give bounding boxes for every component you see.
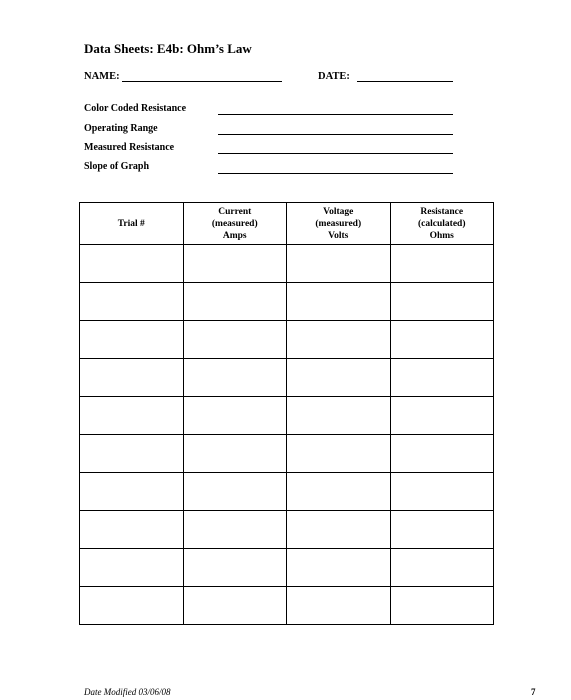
name-label: NAME: xyxy=(84,71,120,82)
date-label: DATE: xyxy=(318,71,350,82)
table-cell[interactable] xyxy=(183,473,287,511)
table-cell[interactable] xyxy=(80,587,184,625)
header-current-line-2: (measured) xyxy=(211,218,258,229)
table-row xyxy=(80,473,494,511)
footer-date-modified: Date Modified 03/06/08 xyxy=(84,687,171,697)
table-cell[interactable] xyxy=(390,245,494,283)
table-row xyxy=(80,435,494,473)
table-cell[interactable] xyxy=(80,549,184,587)
table-cell[interactable] xyxy=(287,549,391,587)
table-cell[interactable] xyxy=(287,283,391,321)
table-cell[interactable] xyxy=(287,397,391,435)
table-cell[interactable] xyxy=(80,435,184,473)
table-cell[interactable] xyxy=(390,473,494,511)
table-cell[interactable] xyxy=(390,397,494,435)
table-cell[interactable] xyxy=(390,587,494,625)
table-cell[interactable] xyxy=(390,283,494,321)
header-resistance xyxy=(390,203,494,245)
page-title: Data Sheets: E4b: Ohm’s Law xyxy=(84,41,252,56)
table-cell[interactable] xyxy=(287,245,391,283)
table-cell[interactable] xyxy=(80,359,184,397)
table-cell[interactable] xyxy=(183,321,287,359)
operating-range-label: Operating Range xyxy=(84,123,158,134)
table-cell[interactable] xyxy=(287,321,391,359)
page-number: 7 xyxy=(531,687,536,697)
table-cell[interactable] xyxy=(80,473,184,511)
table-cell[interactable] xyxy=(390,321,494,359)
table-cell[interactable] xyxy=(80,283,184,321)
table-cell[interactable] xyxy=(287,511,391,549)
table-header-row xyxy=(80,203,494,245)
table-cell[interactable] xyxy=(390,549,494,587)
header-resistance-line-2: (calculated) xyxy=(418,218,466,229)
header-resistance-line-1: Resistance xyxy=(420,206,464,217)
measured-resistance-field[interactable] xyxy=(218,153,453,154)
table-cell[interactable] xyxy=(183,397,287,435)
table-cell[interactable] xyxy=(183,511,287,549)
table-cell[interactable] xyxy=(183,359,287,397)
header-current-line-3: Amps xyxy=(222,230,247,241)
slope-of-graph-label: Slope of Graph xyxy=(84,161,150,172)
table-row xyxy=(80,587,494,625)
header-current xyxy=(183,203,287,245)
data-table xyxy=(79,202,494,625)
table-row xyxy=(80,397,494,435)
table-cell[interactable] xyxy=(80,511,184,549)
measured-resistance-label: Measured Resistance xyxy=(84,142,175,153)
table-cell[interactable] xyxy=(80,397,184,435)
table-row xyxy=(80,549,494,587)
table-row xyxy=(80,511,494,549)
table-cell[interactable] xyxy=(183,549,287,587)
table-cell[interactable] xyxy=(287,473,391,511)
color-coded-resistance-label: Color Coded Resistance xyxy=(84,103,187,114)
operating-range-field[interactable] xyxy=(218,134,453,135)
header-trial xyxy=(80,203,184,245)
header-trial-line: Trial # xyxy=(117,218,145,229)
table-cell[interactable] xyxy=(287,359,391,397)
table-cell[interactable] xyxy=(183,245,287,283)
table-row xyxy=(80,283,494,321)
table-cell[interactable] xyxy=(183,587,287,625)
table-cell[interactable] xyxy=(80,245,184,283)
slope-of-graph-field[interactable] xyxy=(218,173,453,174)
date-field[interactable] xyxy=(357,81,453,82)
table-cell[interactable] xyxy=(80,321,184,359)
table-cell[interactable] xyxy=(183,435,287,473)
header-voltage xyxy=(287,203,391,245)
header-voltage-line-3: Volts xyxy=(328,230,349,241)
table-cell[interactable] xyxy=(390,511,494,549)
header-voltage-line-1: Voltage xyxy=(323,206,354,217)
table-row xyxy=(80,321,494,359)
table-row xyxy=(80,245,494,283)
header-current-line-1: Current xyxy=(218,206,252,217)
header-resistance-line-3: Ohms xyxy=(429,230,454,241)
table-cell[interactable] xyxy=(390,435,494,473)
table-cell[interactable] xyxy=(183,283,287,321)
table-body xyxy=(80,245,494,625)
name-field[interactable] xyxy=(122,81,282,82)
table-cell[interactable] xyxy=(287,587,391,625)
table-row xyxy=(80,359,494,397)
table-cell[interactable] xyxy=(287,435,391,473)
color-coded-resistance-field[interactable] xyxy=(218,114,453,115)
table-cell[interactable] xyxy=(390,359,494,397)
header-voltage-line-2: (measured) xyxy=(315,218,362,229)
